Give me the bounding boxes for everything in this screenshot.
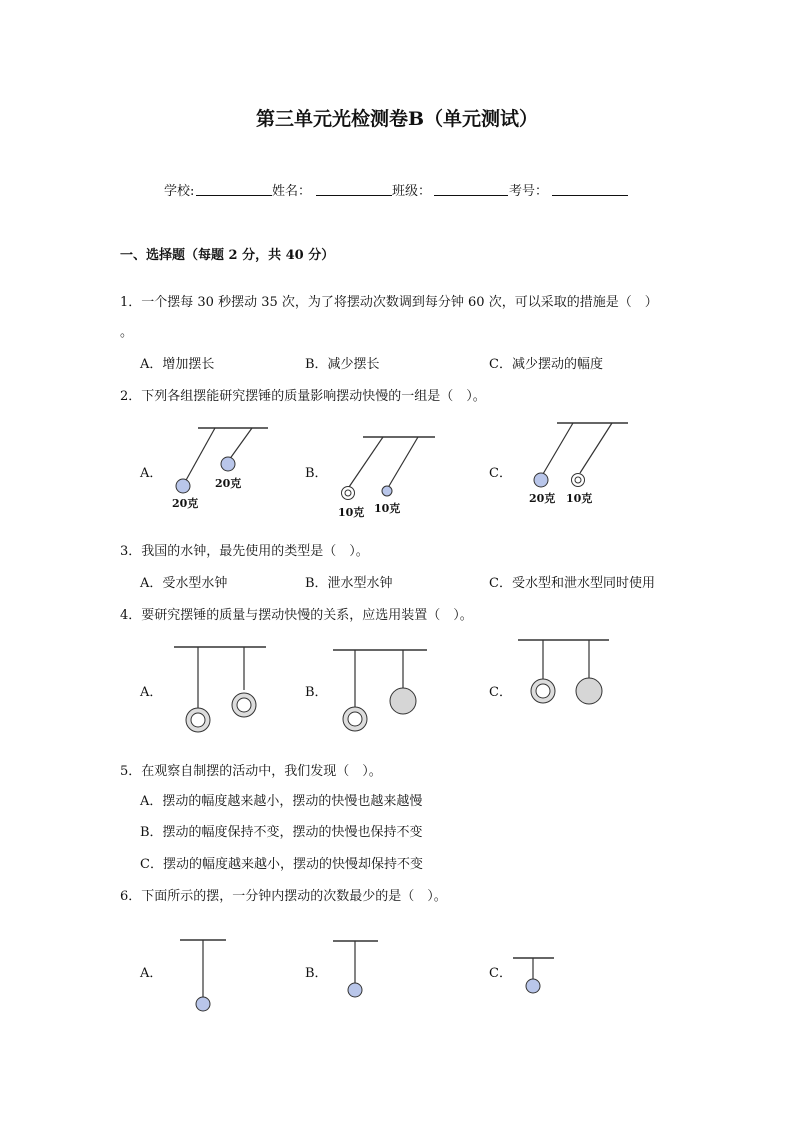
weight-label: 10克 — [338, 506, 365, 519]
q4-pendulum-set-b — [333, 650, 427, 731]
question-3-option-a[interactable]: A．受水型水钟 — [140, 576, 228, 591]
pendulum-bob — [221, 457, 235, 471]
weight-label: 20克 — [529, 492, 556, 505]
question-1-option-b[interactable]: B．减少摆长 — [305, 357, 380, 372]
question-3-option-b[interactable]: B．泄水型水钟 — [305, 576, 393, 591]
pendulum-bob — [576, 678, 602, 704]
pendulum-bob-inner — [345, 490, 351, 496]
pendulum-string — [580, 423, 612, 473]
question-1-option-c[interactable]: C．减少摆动的幅度 — [489, 357, 603, 372]
q4-pendulum-set-c — [518, 640, 609, 704]
weight-label: 10克 — [374, 502, 401, 515]
question-4-stem: 4．要研究摆锤的质量与摆动快慢的关系，应选用装置（ ）。 — [120, 608, 473, 623]
section-heading: 一、选择题（每题 2 分，共 40 分） — [120, 248, 335, 263]
q2-pendulum-set-c — [529, 423, 628, 505]
exam-no-label: 考号： — [509, 184, 549, 199]
q2-pendulum-set-a — [172, 428, 268, 510]
q6-pendulum-b — [333, 941, 378, 997]
page-title: 第三单元光检测卷B（单元测试） — [255, 108, 539, 130]
question-6-label-c[interactable]: C． — [489, 966, 512, 981]
question-3-stem: 3．我国的水钟，最先使用的类型是（ ）。 — [120, 544, 369, 559]
question-1-stem-cont: 。 — [120, 325, 134, 340]
pendulum-bob — [526, 979, 540, 993]
pendulum-bob-inner — [348, 712, 362, 726]
question-6-label-a[interactable]: A． — [140, 966, 163, 981]
school-label: 学校: — [164, 184, 195, 199]
pendulum-string — [229, 428, 252, 460]
question-5-option-a[interactable]: A．摆动的幅度越来越小，摆动的快慢也越来越慢 — [140, 794, 423, 809]
question-2-label-c[interactable]: C． — [489, 466, 512, 481]
question-1-stem: 1．一个摆每 30 秒摆动 35 次，为了将摆动次数调到每分钟 60 次，可以采取的措施是（ ） — [120, 295, 658, 310]
q6-pendulum-c — [513, 958, 554, 993]
question-2-label-b[interactable]: B． — [305, 466, 328, 481]
pendulum-bob-inner — [237, 698, 251, 712]
pendulum-bob — [382, 486, 392, 496]
question-4-label-a[interactable]: A． — [140, 685, 163, 700]
question-1-option-a[interactable]: A．增加摆长 — [140, 357, 215, 372]
pendulum-bob — [196, 997, 210, 1011]
question-2-label-a[interactable]: A． — [140, 466, 163, 481]
pendulum-bob — [348, 983, 362, 997]
question-6-label-b[interactable]: B． — [305, 966, 328, 981]
class-label: 班级： — [392, 184, 432, 199]
q6-pendulum-a — [180, 940, 226, 1011]
question-5-option-c[interactable]: C．摆动的幅度越来越小，摆动的快慢却保持不变 — [140, 857, 423, 872]
weight-label: 20克 — [172, 497, 199, 510]
weight-label: 20克 — [215, 477, 242, 490]
question-5-option-b[interactable]: B．摆动的幅度保持不变，摆动的快慢也保持不变 — [140, 825, 423, 840]
q4-pendulum-set-a — [174, 647, 266, 732]
pendulum-bob-inner — [191, 713, 205, 727]
pendulum-bob-inner — [575, 477, 581, 483]
pendulum-bob — [534, 473, 548, 487]
pendulum-bob — [176, 479, 190, 493]
question-4-label-c[interactable]: C． — [489, 685, 512, 700]
question-6-stem: 6．下面所示的摆，一分钟内摆动的次数最少的是（ ）。 — [120, 889, 447, 904]
pendulum-bob — [390, 688, 416, 714]
pendulum-string — [185, 428, 215, 482]
question-4-label-b[interactable]: B． — [305, 685, 328, 700]
question-2-stem: 2．下列各组摆能研究摆锤的质量影响摆动快慢的一组是（ ）。 — [120, 389, 486, 404]
question-3-option-c[interactable]: C．受水型和泄水型同时使用 — [489, 576, 655, 591]
q2-pendulum-set-b — [338, 437, 435, 519]
pendulum-string — [543, 423, 573, 474]
pendulum-bob-inner — [536, 684, 550, 698]
name-label: 姓名： — [272, 184, 312, 199]
pendulum-string — [389, 437, 418, 486]
pendulum-string — [349, 437, 383, 487]
weight-label: 10克 — [566, 492, 593, 505]
question-5-stem: 5．在观察自制摆的活动中，我们发现（ ）。 — [120, 764, 382, 779]
